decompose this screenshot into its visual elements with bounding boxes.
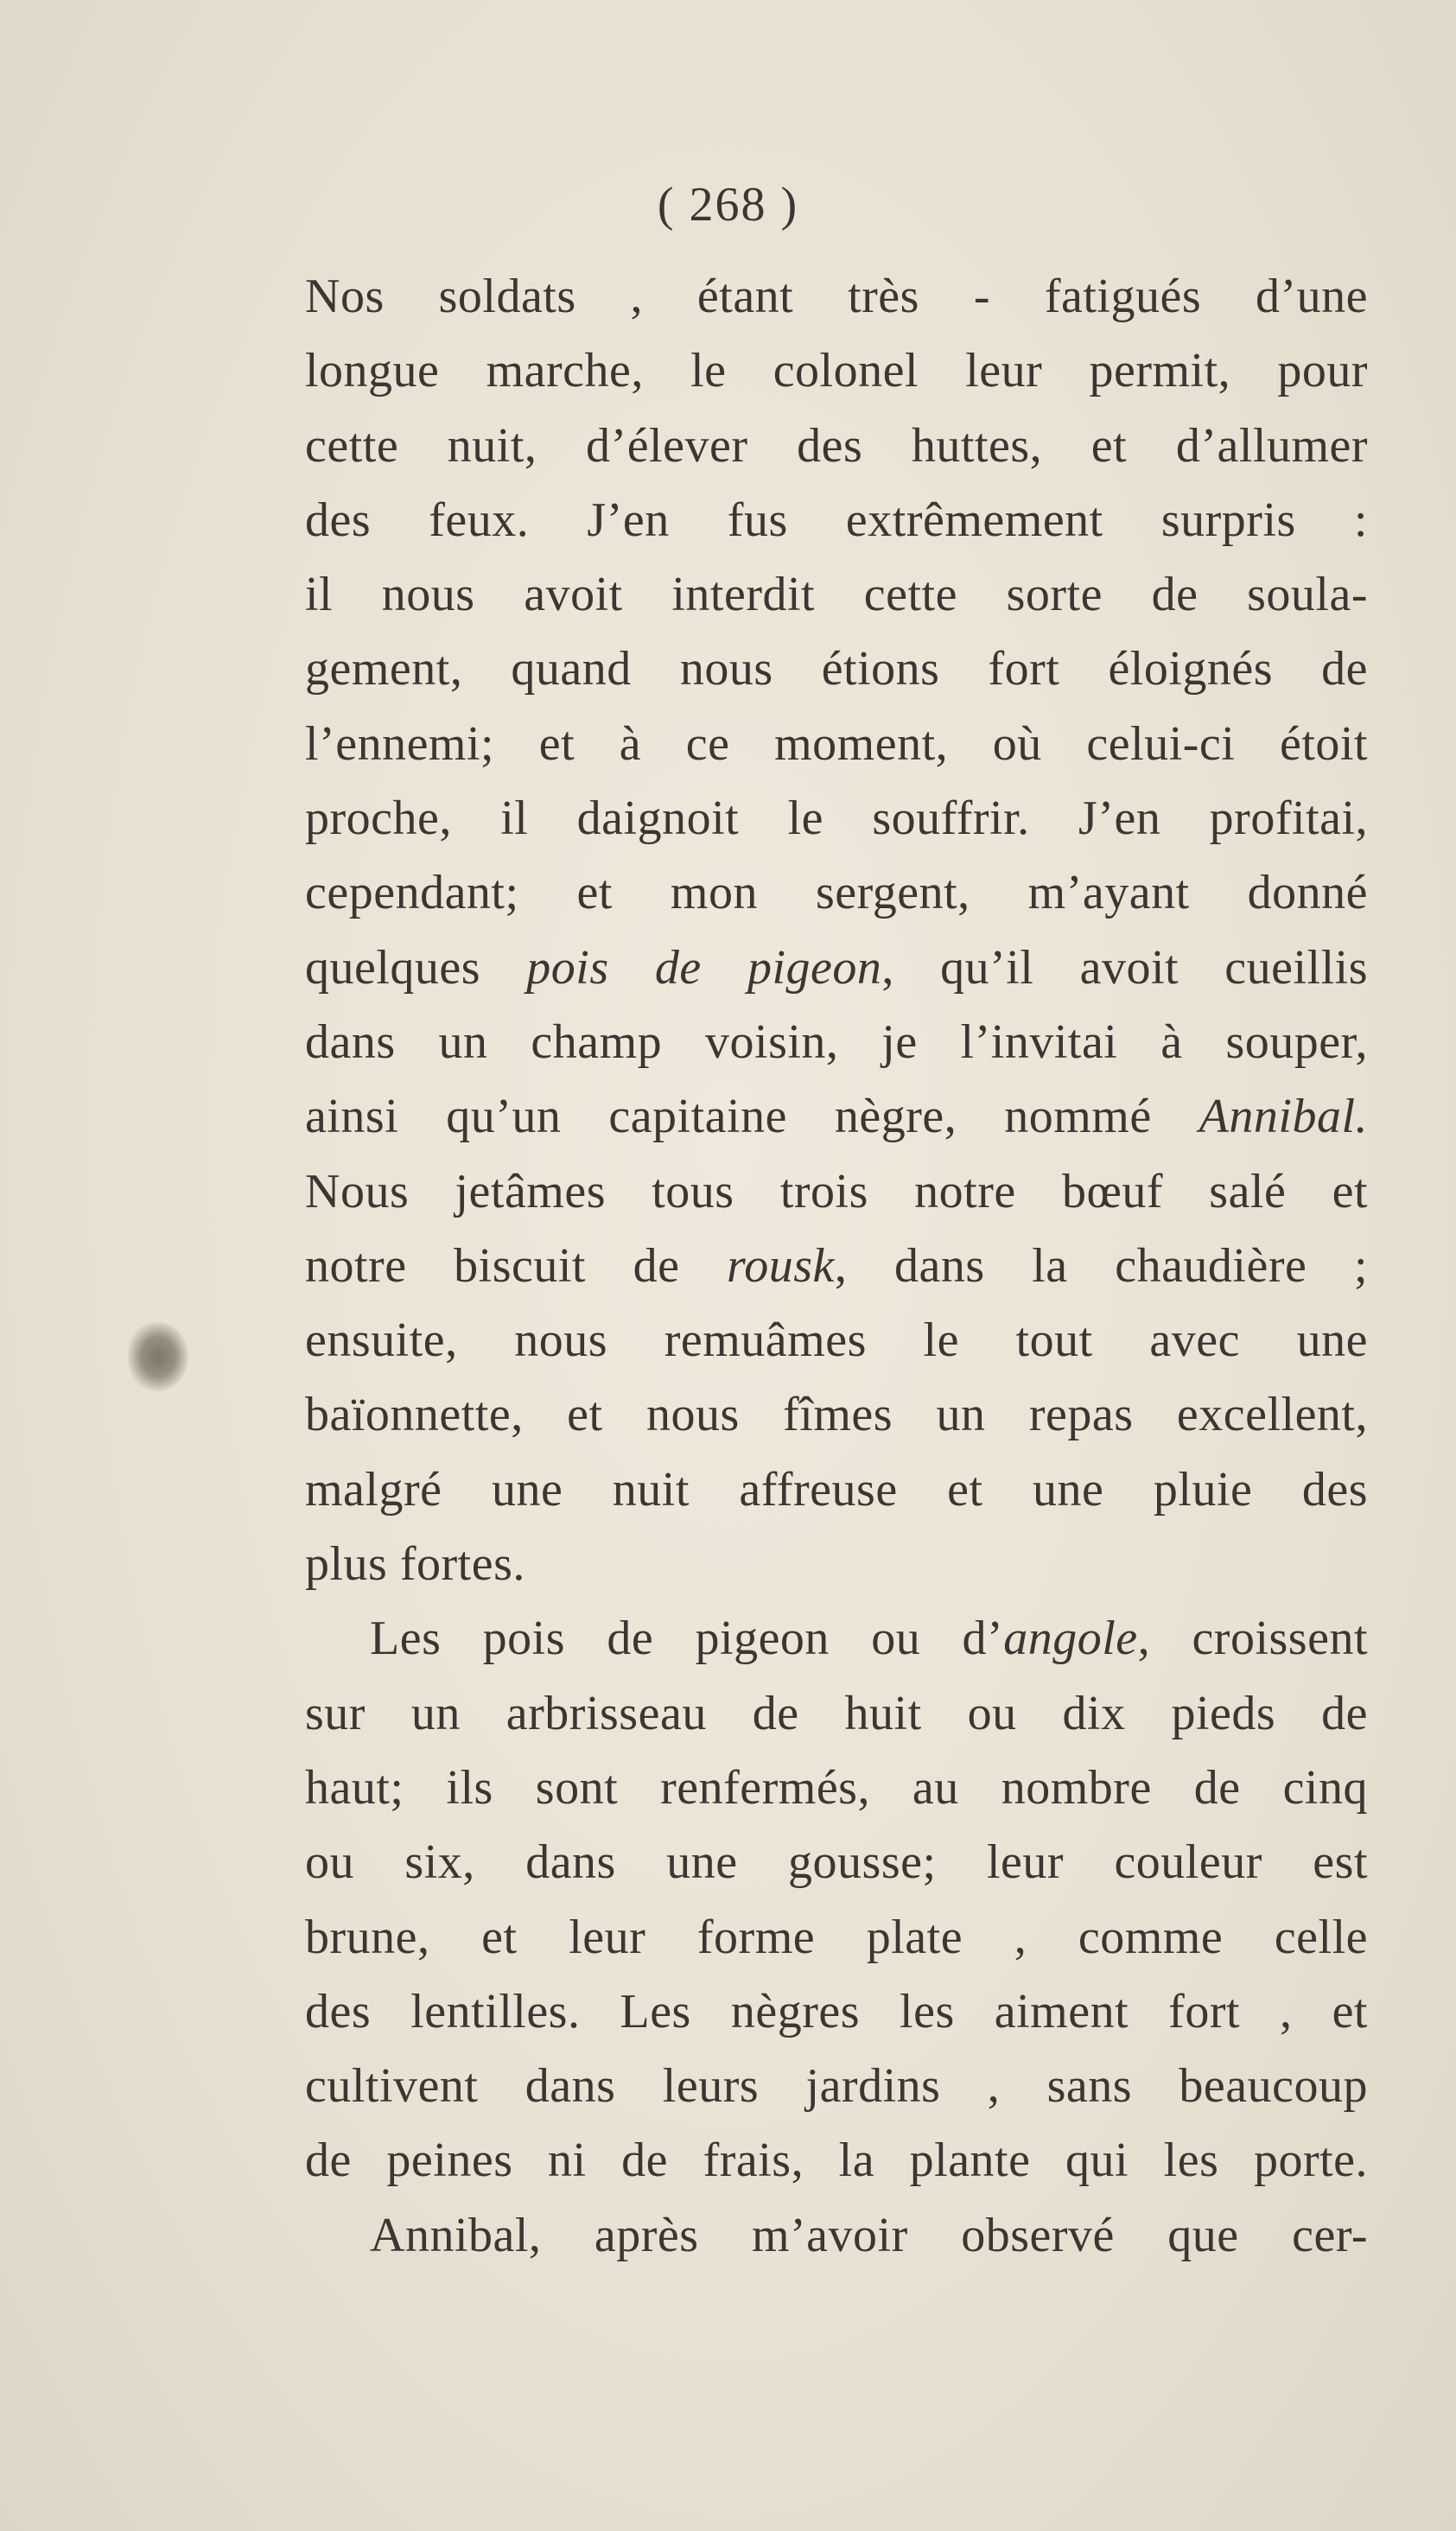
text-line [305, 931, 1368, 1005]
text-segment: dans un champ voisin, je l’invitai à souper, [305, 1014, 1368, 1069]
italic-text: rousk [727, 1238, 835, 1293]
body-text [305, 259, 1368, 2273]
italic-text: Annibal. [1198, 1090, 1368, 1144]
text-segment: plus fortes. [305, 1537, 525, 1592]
text-line [305, 483, 1368, 557]
text-segment: ensuite, nous remuâmes le tout avec une [305, 1313, 1368, 1368]
text-segment: il nous avoit interdit cette sorte de soula- [305, 568, 1368, 622]
text-segment: , qu’il avoit cueillis [881, 940, 1369, 995]
text-line [305, 1751, 1368, 1825]
text-line [305, 2198, 1368, 2273]
text-line [305, 1975, 1368, 2049]
text-line [305, 1601, 1368, 1676]
text-line [305, 1900, 1368, 1975]
text-segment: haut; ils sont renfermés, au nombre de cinq [305, 1760, 1368, 1815]
italic-text: angole [1003, 1612, 1138, 1666]
text-segment: ainsi qu’un capitaine nègre, nommé [305, 1090, 1199, 1144]
text-segment: gement, quand nous étions fort éloignés de [305, 642, 1368, 696]
text-line [305, 1825, 1368, 1899]
text-line [305, 2049, 1368, 2123]
text-line [305, 1229, 1368, 1303]
text-line [305, 1303, 1368, 1377]
text-segment: des lentilles. Les nègres les aiment fort , et [305, 1984, 1368, 2038]
text-segment: de peines ni de frais, la plante qui les porte. [305, 2134, 1368, 2188]
text-segment: quelques [305, 940, 527, 995]
text-line [305, 1453, 1368, 1527]
text-line [305, 2123, 1368, 2197]
text-segment: cette nuit, d’élever des huttes, et d’allumer [305, 418, 1368, 473]
text-segment: , dans la chaudière ; [834, 1238, 1368, 1293]
text-segment: l’ennemi; et à ce moment, où celui-ci étoit [305, 716, 1368, 771]
text-segment: malgré une nuit affreuse et une pluie des [305, 1462, 1368, 1517]
text-segment: , croissent [1137, 1612, 1369, 1666]
text-segment: des feux. J’en fus extrêmement surpris : [305, 493, 1368, 547]
text-line [305, 334, 1368, 408]
text-segment: Les pois de pigeon ou d’ [370, 1612, 1004, 1666]
text-segment: baïonnette, et nous fîmes un repas excellent, [305, 1388, 1368, 1442]
text-line [305, 557, 1368, 632]
text-segment: sur un arbrisseau de huit ou dix pieds de [305, 1686, 1368, 1740]
text-segment: ou six, dans une gousse; leur couleur est [305, 1835, 1368, 1890]
text-segment: longue marche, le colonel leur permit, pour [305, 344, 1368, 398]
text-line [305, 1377, 1368, 1452]
text-line [305, 1527, 1368, 1601]
text-segment: cultivent dans leurs jardins , sans beaucoup [305, 2059, 1368, 2114]
text-segment: Nous jetâmes tous trois notre bœuf salé et [305, 1164, 1368, 1218]
text-line [305, 855, 1368, 930]
text-line [305, 409, 1368, 483]
text-line [305, 1005, 1368, 1079]
text-line [305, 707, 1368, 781]
italic-text: pois de pigeon [526, 940, 882, 995]
text-line [305, 1676, 1368, 1751]
text-line [305, 1154, 1368, 1229]
text-line [305, 781, 1368, 855]
text-segment: cependant; et mon sergent, m’ayant donné [305, 866, 1368, 920]
page-number: ( 268 ) [657, 178, 799, 232]
text-line [305, 1079, 1368, 1154]
text-line [305, 632, 1368, 706]
text-segment: proche, il daignoit le souffrir. J’en profitai, [305, 792, 1368, 846]
text-segment: Annibal, après m’avoir observé que cer- [370, 2208, 1368, 2262]
text-segment: brune, et leur forme plate , comme celle [305, 1910, 1368, 1964]
text-segment: notre biscuit de [305, 1238, 728, 1293]
text-segment: Nos soldats , étant très - fatigués d’une [305, 270, 1368, 323]
ink-smudge [128, 1322, 188, 1391]
text-line [305, 259, 1368, 334]
